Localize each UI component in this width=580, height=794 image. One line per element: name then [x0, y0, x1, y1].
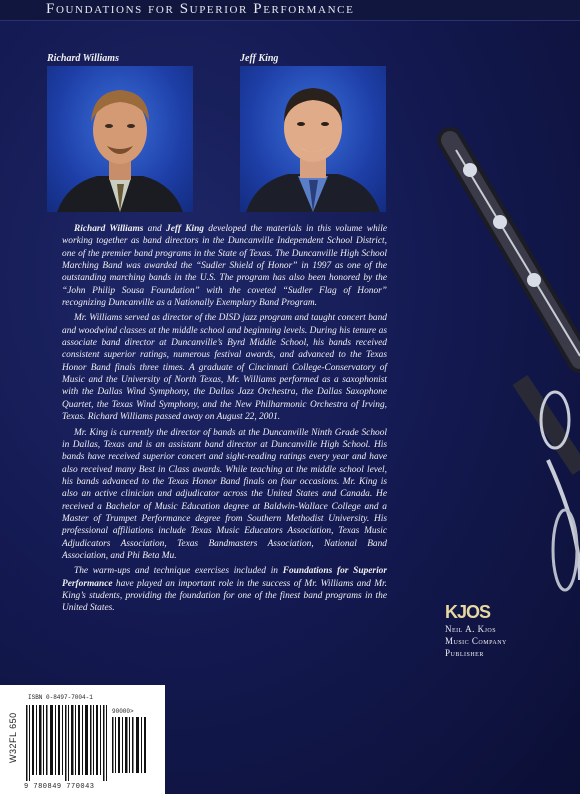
bio-paragraph-1 — [62, 223, 387, 309]
bio-paragraph-2: Mr. Williams served as director of the DISD jazz program and taught concert band and woodwind classes at the middle school and beginning levels. During his tenure as associate band director at Duncanville’s Byrd Middle School, his bands received consistent superior ratings, numerous festival awards, and advanced to the Texas Honor Band finals three times. A graduate of Cincinnati College-Conservatory of Music and the University of North Texas, Mr. Williams performed as a saxophonist with the Dallas Wind Symphony, the Dallas Jazz Orchestra, the Dallas Saxophone Quartet, the Texas Wind Symphony, and the New Philharmonic Orchestra of Irving, Texas. Richard Williams passed away on August 22, 2001. — [62, 313, 387, 423]
biography-text — [62, 223, 387, 618]
author-photo-williams — [47, 66, 193, 212]
header-title: Foundations for Superior Performance — [46, 1, 355, 17]
catalog-code: W32FL 650 — [8, 712, 18, 763]
author-name-williams: Richard Williams — [47, 53, 119, 64]
bio-name-williams: Richard Williams — [74, 224, 144, 234]
bio-name-king: Jeff King — [166, 224, 204, 234]
isbn-barcode — [26, 705, 108, 781]
bio-paragraph-4-pre: The warm-ups and technique exercises included in — [74, 566, 283, 577]
barcode-number: 9 780849 770043 — [24, 783, 95, 791]
bio-paragraph-3: Mr. King is currently the director of bands at the Duncanville Ninth Grade School in Dallas, Texas and is an assistant band director at Duncanville High School. His bands have received superior concert and sight-reading ratings every year and have also received many Best in Class awards. While teaching at the middle school level, his bands advanced to the Texas Honor Band finals on four occasions. Mr. King is also an active clinician and adjudicator across the United States and Canada. He received a Bachelor of Music Education degree at Baldwin-Wallace College and a Master of Trumpet Performance degree from Southern Methodist University. His professional affiliations include Texas Music Educators Association, Texas Music Adjudicators Association, Texas Bandmasters Association, National Band Association, and Phi Beta Mu. — [62, 427, 387, 561]
portrait-williams-illustration — [47, 66, 193, 212]
barcode-area — [0, 685, 165, 794]
publisher-line-2: Music Company — [445, 636, 507, 646]
publisher-block — [445, 602, 507, 659]
barcode-addon-text: 90000> — [112, 708, 134, 715]
bio-book-title: Foundations for Superior Performance — [62, 566, 388, 589]
kjos-logo: KJOS — [445, 602, 491, 622]
publisher-line-3: Publisher — [445, 648, 484, 658]
addon-barcode — [112, 717, 148, 773]
isbn-text: ISBN 0-8497-7004-1 — [28, 694, 93, 701]
bio-paragraph-4 — [62, 565, 387, 614]
bio-paragraph-1-text: developed the materials in this volume while working together as band directors in the Duncanville Independent School District, one of the premier band programs in the State of Texas. The Duncanville High School Marching Band was awarded the “Sudler Shield of Honor” in 1997 as one of the outstanding marching bands in the U.S. The program has also been honored by the “John Philip Sousa Foundation” with the coveted “Sudler Flag of Honor” recognizing Duncanville as a Nationally Exemplary Band Program. — [62, 224, 388, 309]
bio-and: and — [143, 224, 167, 234]
publisher-line-1: Neil A. Kjos — [445, 624, 497, 634]
bio-paragraph-4-post: have played an important role in the success of Mr. Williams and Mr. King’s students, providing the foundation for one of the finest band programs in the United States. — [62, 578, 387, 614]
author-name-king: Jeff King — [240, 53, 279, 64]
author-photo-king — [240, 66, 386, 212]
header-bar — [0, 0, 580, 21]
portrait-king-illustration — [240, 66, 386, 212]
